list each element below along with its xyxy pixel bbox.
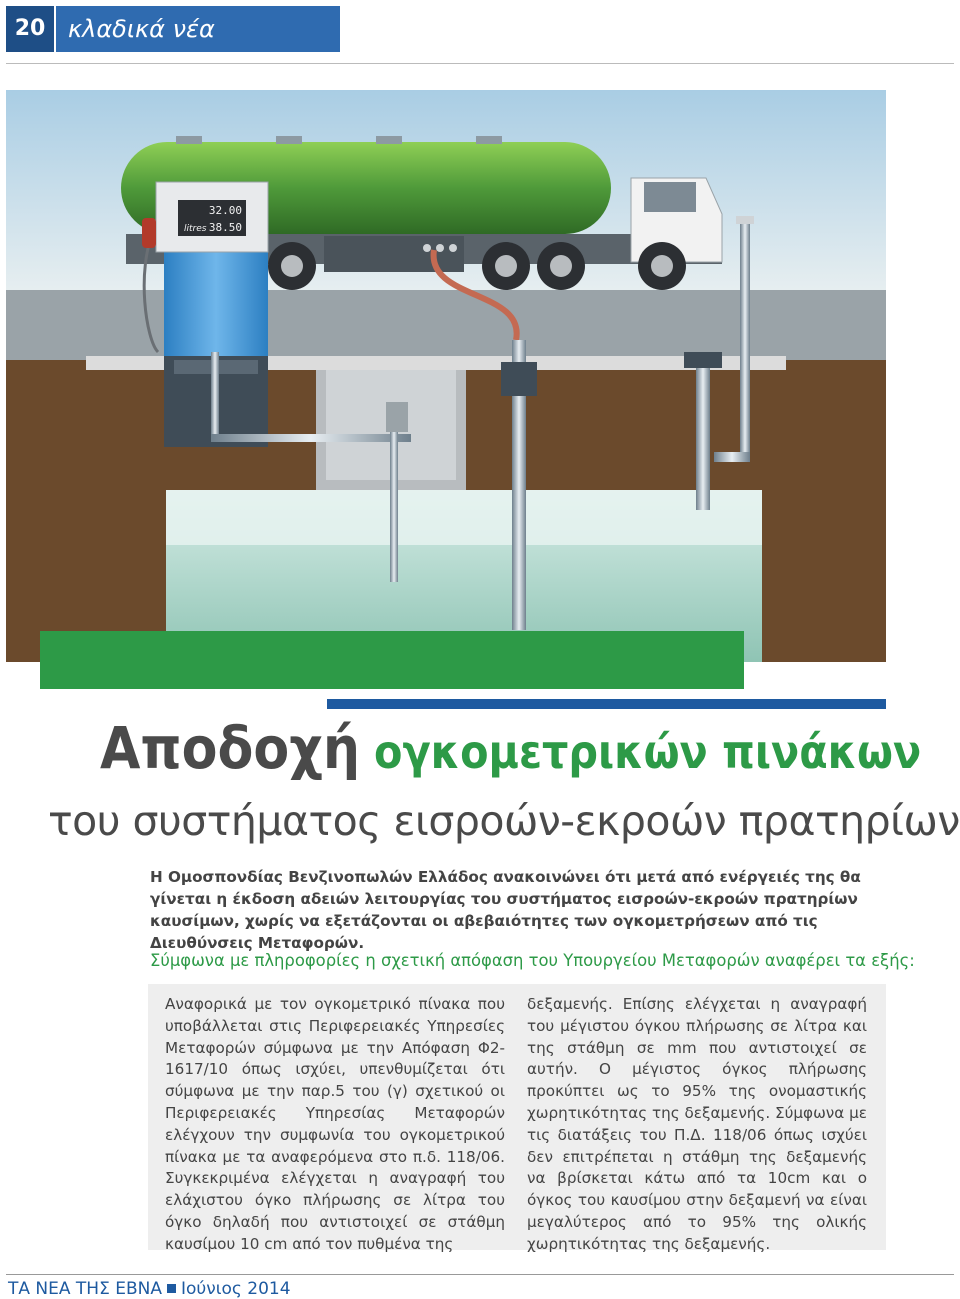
pump-display-price: 32.00 <box>208 204 242 217</box>
header-divider <box>6 63 954 64</box>
footer <box>8 1279 291 1299</box>
square-icon <box>167 1284 176 1293</box>
page-number: 20 <box>6 6 54 52</box>
accent-green-bar <box>40 631 744 689</box>
footer-divider <box>6 1274 954 1275</box>
article-lead: Σύμφωνα με πληροφορίες η σχετική απόφαση του Υπουργείου Μεταφορών αναφέρει τα εξής: <box>150 951 915 970</box>
body-column-1: Αναφορικά με τον ογκομετρικό πίνακα που υποβάλλεται στις Περιφερειακές Υπηρεσίες Μεταφορών σύμφωνα με την Απόφαση Φ2-1617/10 όπως ισχύει, υπενθυμίζεται ότι σύμφωνα με την παρ.5 του (γ) σχετικού οι Περιφερειακές Υπηρεσίας Μεταφορών ελέγχουν την συμφωνία του ογκομετρικού πίνακα με τα αναφερόμενα στο π.δ. 118/06. Συγκεκριμένα ελέγχεται η αναγραφή του ελάχιστου όγκο πλήρωσης σε λίτρα του όγκο δηλαδή που αντιστοιχεί σε στάθμη καυσίμου 10 cm από τον πυθμένα της <box>165 995 505 1253</box>
title-part1: Αποδοχή <box>100 714 361 782</box>
section-title: κλαδικά νέα <box>56 6 340 52</box>
footer-date: Ιούνιος 2014 <box>180 1279 291 1299</box>
article-subtitle: του συστήματος εισροών-εκροών πρατηρίων <box>48 797 960 845</box>
article-title <box>100 714 922 782</box>
pump-display-unit: litres <box>184 224 207 234</box>
article-intro: Η Ομοσπονδίας Βενζινοπωλών Ελλάδος ανακοινώνει ότι μετά από ενέργειές της θα γίνεται η έκδοση αδειών λειτουργίας του συστήματος εισροών-εκροών πρατηρίων καυσίμων, χωρίς να εξετάζονται οι αβεβαιότητες των ογκομετρήσεων από τις Διευθύνσεις Μεταφορών. <box>150 868 861 952</box>
footer-publication: ΤΑ ΝΕΑ ΤΗΣ ΕΒΝΑ <box>8 1279 162 1299</box>
fuel-pump-body <box>164 250 268 356</box>
fuel-station-illustration <box>6 90 886 662</box>
road <box>6 290 886 360</box>
accent-blue-bar <box>327 699 886 709</box>
title-part2: ογκομετρικών πινάκων <box>374 725 922 779</box>
pump-display-litres: 38.50 <box>208 221 242 234</box>
body-column-2: δεξαμενής. Επίσης ελέγχεται η αναγραφή του μέγιστου όγκου πλήρωσης σε λίτρα και της στάθμη σε mm που αντιστοιχεί σε αυτήν. Ο μέγιστος όγκος πλήρωσης προκύπτει ως το 95% της ονομαστικής χωρητικότητας της δεξαμενής. Σύμφωνα με τις διατάξεις του Π.Δ. 118/06 όπως ισχύει δεν επιτρέπεται η στάθμη της δεξαμενής να βρίσκεται κάτω από τα 10cm και ο όγκος του καυσίμου στην δεξαμενή να είναι μεγαλύτερος από το 95% της ολικής χωρητικότητας της δεξαμενής. <box>527 995 867 1253</box>
